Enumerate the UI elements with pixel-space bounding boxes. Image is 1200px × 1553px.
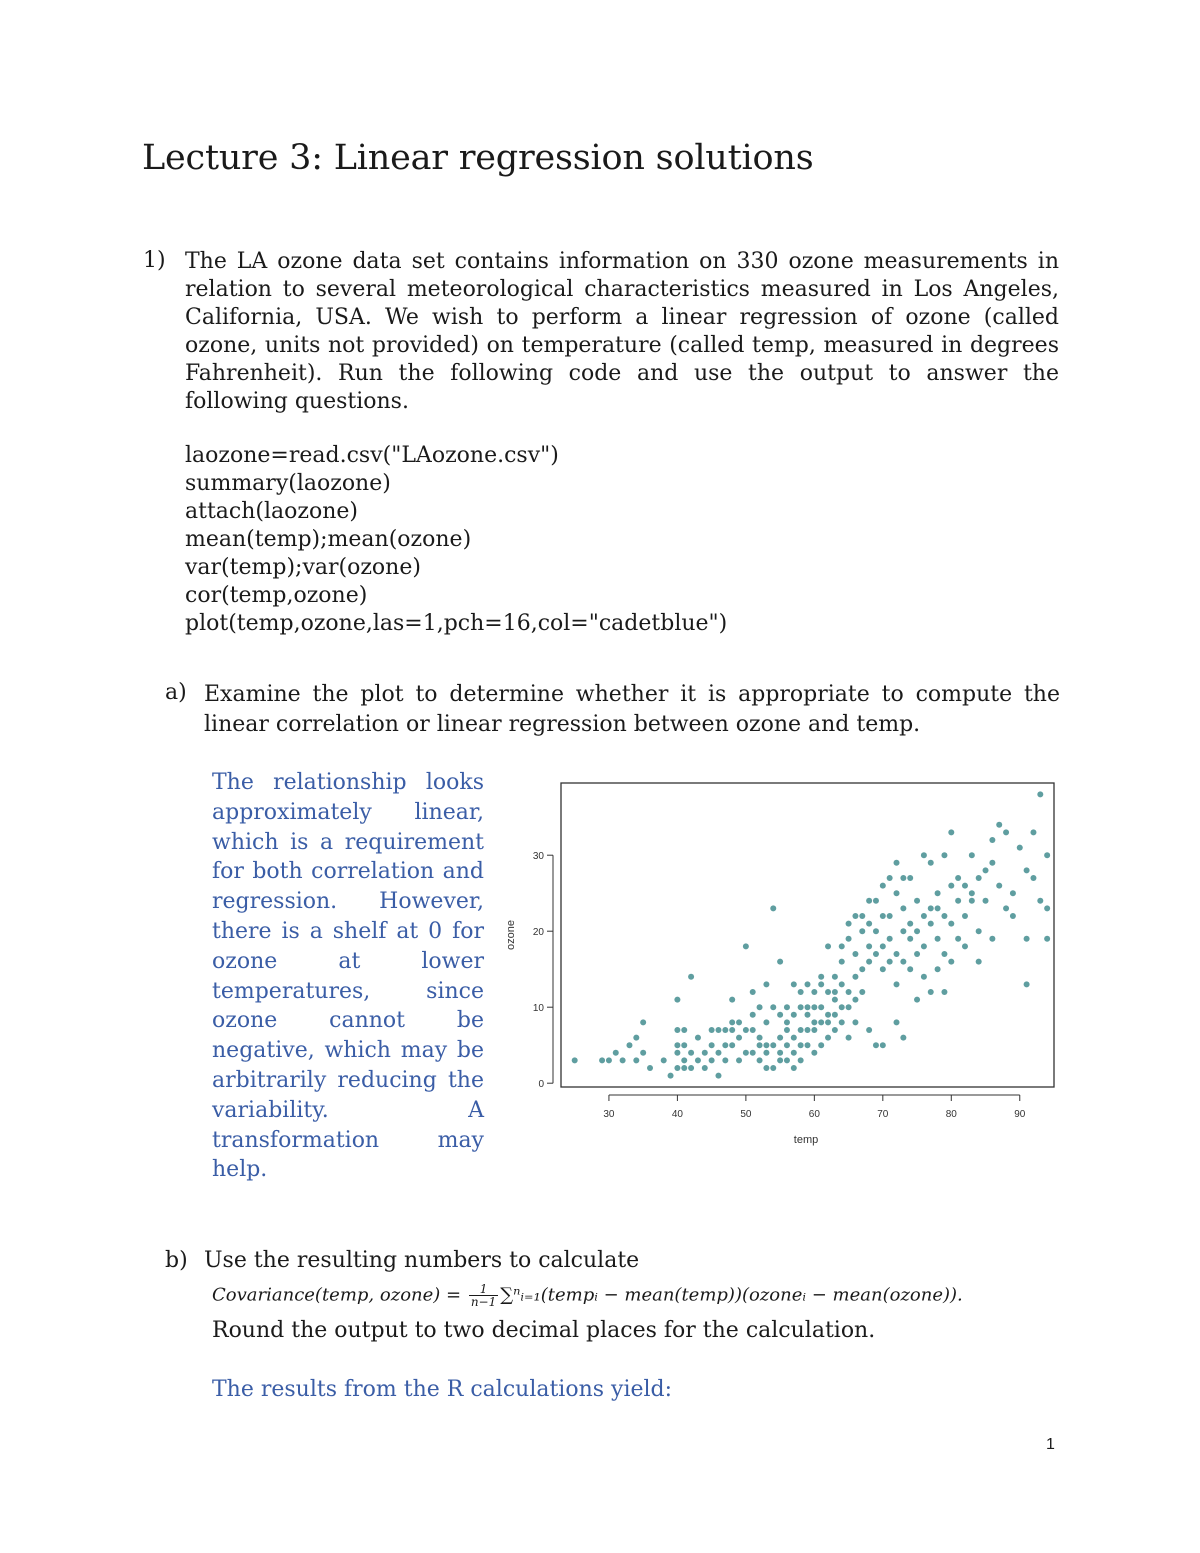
data-point [866,1027,872,1033]
data-point [887,959,893,965]
y-tick-label: 10 [532,1003,544,1015]
data-point [887,913,893,919]
data-point [1044,905,1050,911]
data-point [866,943,872,949]
code-line: summary(laozone) [185,471,391,496]
data-point [928,921,934,927]
x-tick-label: 90 [1014,1109,1026,1120]
data-point [757,1035,763,1041]
data-point [914,997,920,1003]
data-point [887,875,893,881]
data-point [859,913,865,919]
code-line: plot(temp,ozone,las=1,pch=16,col="cadetblue") [185,611,728,636]
data-point [722,1057,728,1063]
data-point [668,1073,674,1079]
data-point [763,1050,769,1056]
data-point [907,966,913,972]
data-point [729,997,735,1003]
data-point [921,852,927,858]
data-point [941,951,947,957]
data-point [839,959,845,965]
scatter-plot [500,775,1065,1155]
x-tick-label: 40 [671,1109,683,1120]
data-point [743,1050,749,1056]
data-point [852,974,858,980]
data-point [866,921,872,927]
data-point [880,966,886,972]
data-point [825,1012,831,1018]
data-point [825,1019,831,1025]
data-point [805,981,811,987]
data-point [996,822,1002,828]
data-point [798,1004,804,1010]
results-text: The results from the R calculations yield: [212,1377,673,1402]
x-tick-label: 70 [877,1109,889,1120]
data-point [695,1035,701,1041]
code-line: attach(laozone) [185,499,358,524]
data-point [839,943,845,949]
data-point [811,989,817,995]
data-point [880,1042,886,1048]
data-point [873,898,879,904]
part-b-label: b) [165,1248,188,1273]
data-point [784,1057,790,1063]
data-point [880,943,886,949]
data-point [784,1019,790,1025]
data-point [894,860,900,866]
data-point [743,1027,749,1033]
data-point [715,1050,721,1056]
data-point [818,1042,824,1048]
data-point [859,928,865,934]
data-point [825,943,831,949]
data-point [832,1027,838,1033]
data-point [976,928,982,934]
y-tick-label: 0 [538,1079,544,1091]
data-point [921,913,927,919]
data-point [859,989,865,995]
data-point [962,943,968,949]
data-point [846,936,852,942]
data-point [633,1057,639,1063]
formula-fraction [469,1283,498,1308]
data-point [674,997,680,1003]
data-point [736,1057,742,1063]
data-point [969,898,975,904]
data-point [633,1035,639,1041]
data-point [832,1012,838,1018]
data-point [729,1042,735,1048]
code-line: mean(temp);mean(ozone) [185,527,472,552]
data-point [757,1042,763,1048]
x-tick-label: 30 [603,1109,615,1120]
data-point [852,951,858,957]
data-point [763,1042,769,1048]
data-point [777,1057,783,1063]
data-point [832,997,838,1003]
data-point [770,1042,776,1048]
data-point [798,1042,804,1048]
data-point [681,1065,687,1071]
data-point [777,1035,783,1041]
data-point [928,905,934,911]
data-point [948,959,954,965]
data-point [777,1012,783,1018]
data-point [839,1004,845,1010]
data-point [935,890,941,896]
data-point [1037,791,1043,797]
data-point [894,981,900,987]
data-point [750,1027,756,1033]
data-point [900,928,906,934]
data-point [681,1057,687,1063]
data-point [777,1050,783,1056]
x-axis-label: temp [793,1134,819,1146]
data-point [900,1035,906,1041]
data-point [743,943,749,949]
data-point [859,966,865,972]
data-point [1024,936,1030,942]
data-point [866,959,872,965]
data-point [941,852,947,858]
data-point [695,1057,701,1063]
data-point [613,1050,619,1056]
data-point [839,981,845,987]
data-point [715,1027,721,1033]
data-point [852,1019,858,1025]
part-a-answer: The relationship looks approximately linear, which is a requirement for both correlation and regression. However, there is a shelf at 0 for ozone at lower temperatures, since ozone cannot be negative, which may be arbitrarily reducing the variability. A transformation may help. [212,770,484,1183]
code-line: laozone=read.csv("LAozone.csv") [185,443,559,468]
data-point [887,936,893,942]
part-a-label: a) [165,680,187,705]
data-point [914,951,920,957]
data-point [674,1065,680,1071]
data-point [852,913,858,919]
data-point [640,1019,646,1025]
data-point [921,974,927,980]
data-point [928,989,934,995]
data-point [757,1057,763,1063]
data-point [722,1027,728,1033]
data-point [784,1004,790,1010]
data-point [948,883,954,889]
data-point [846,921,852,927]
data-point [935,905,941,911]
data-point [976,875,982,881]
formula-left: Covariance(temp, ozone) = [212,1284,467,1306]
page-number: 1 [1046,1436,1055,1453]
data-point [798,1027,804,1033]
data-point [729,1027,735,1033]
data-point [846,989,852,995]
data-point [811,1050,817,1056]
data-point [935,936,941,942]
data-point [702,1065,708,1071]
data-point [805,1027,811,1033]
data-point [955,898,961,904]
data-point [1037,898,1043,904]
code-line: cor(temp,ozone) [185,583,368,608]
data-point [846,1035,852,1041]
data-point [798,1057,804,1063]
data-point [832,974,838,980]
data-point [640,1050,646,1056]
data-point [989,837,995,843]
data-point [873,928,879,934]
data-point [791,1065,797,1071]
data-point [715,1073,721,1079]
round-instruction: Round the output to two decimal places for the calculation. [212,1318,876,1343]
data-point [599,1057,605,1063]
data-point [811,1019,817,1025]
data-point [674,1050,680,1056]
x-tick-label: 60 [808,1109,820,1120]
data-point [989,936,995,942]
part-a-text: Examine the plot to determine whether it is appropriate to compute the linear correlation or linear regression between ozone and temp. [204,682,1060,737]
data-point [681,1042,687,1048]
data-point [626,1042,632,1048]
data-point [784,1027,790,1033]
data-point [763,1065,769,1071]
data-point [983,867,989,873]
data-point [900,875,906,881]
data-point [805,1042,811,1048]
data-point [709,1042,715,1048]
fraction-denominator: n−1 [470,1295,497,1309]
data-point [674,1042,680,1048]
data-point [996,883,1002,889]
data-point [620,1057,626,1063]
data-points [572,791,1050,1078]
data-point [914,898,920,904]
data-point [1030,829,1036,835]
data-point [791,1050,797,1056]
data-point [805,1012,811,1018]
code-line: var(temp);var(ozone) [185,555,421,580]
data-point [1003,905,1009,911]
data-point [750,989,756,995]
y-tick-label: 30 [532,851,544,863]
data-point [894,951,900,957]
data-point [1030,875,1036,881]
data-point [791,1035,797,1041]
data-point [907,936,913,942]
data-point [606,1057,612,1063]
data-point [941,913,947,919]
data-point [969,890,975,896]
data-point [1044,852,1050,858]
data-point [825,1035,831,1041]
data-point [770,1004,776,1010]
data-point [702,1050,708,1056]
data-point [894,1019,900,1025]
data-point [907,921,913,927]
data-point [1010,913,1016,919]
page-title: Lecture 3: Linear regression solutions [142,138,814,178]
data-point [941,989,947,995]
data-point [777,959,783,965]
data-point [805,1004,811,1010]
data-point [825,989,831,995]
data-point [709,1027,715,1033]
data-point [962,883,968,889]
data-point [763,981,769,987]
data-point [661,1057,667,1063]
data-point [873,951,879,957]
data-point [722,1042,728,1048]
formula-right: ∑ⁿᵢ₌₁(tempᵢ − mean(temp))(ozoneᵢ − mean(ozone)). [500,1284,963,1306]
data-point [873,1042,879,1048]
data-point [674,1027,680,1033]
data-point [818,1019,824,1025]
data-point [880,883,886,889]
data-point [791,1012,797,1018]
data-point [907,875,913,881]
data-point [818,981,824,987]
data-point [900,905,906,911]
data-point [880,913,886,919]
data-point [839,1019,845,1025]
data-point [1010,890,1016,896]
data-point [811,1004,817,1010]
x-axis [603,1095,1025,1120]
x-tick-label: 50 [740,1109,752,1120]
data-point [969,852,975,858]
data-point [770,1065,776,1071]
data-point [989,860,995,866]
data-point [955,875,961,881]
data-point [681,1027,687,1033]
data-point [770,905,776,911]
data-point [572,1057,578,1063]
data-point [866,898,872,904]
y-axis-label: ozone [505,920,517,950]
data-point [811,1027,817,1033]
data-point [818,974,824,980]
data-point [935,966,941,972]
data-point [1024,981,1030,987]
data-point [976,959,982,965]
data-point [914,928,920,934]
data-point [818,1004,824,1010]
y-axis [533,851,553,1090]
data-point [832,989,838,995]
data-point [688,974,694,980]
question-number: 1) [143,248,166,273]
data-point [1044,936,1050,942]
data-point [1017,845,1023,851]
data-point [928,860,934,866]
data-point [736,1035,742,1041]
plot-frame [561,783,1054,1087]
data-point [784,1042,790,1048]
covariance-formula [212,1283,963,1308]
data-point [921,943,927,949]
data-point [1003,829,1009,835]
data-point [750,1012,756,1018]
data-point [900,959,906,965]
fraction-numerator: 1 [469,1283,498,1296]
data-point [763,1019,769,1025]
part-b-text: Use the resulting numbers to calculate [204,1248,640,1273]
y-tick-label: 20 [532,927,544,939]
data-point [852,997,858,1003]
data-point [955,936,961,942]
data-point [798,989,804,995]
data-point [846,1004,852,1010]
data-point [757,1004,763,1010]
data-point [962,913,968,919]
data-point [688,1065,694,1071]
data-point [948,921,954,927]
data-point [750,1050,756,1056]
code-block [185,442,727,638]
data-point [983,898,989,904]
data-point [647,1065,653,1071]
data-point [736,1019,742,1025]
data-point [948,829,954,835]
data-point [729,1019,735,1025]
data-point [894,890,900,896]
x-tick-label: 80 [945,1109,957,1120]
data-point [688,1050,694,1056]
data-point [709,1057,715,1063]
data-point [791,981,797,987]
question-text: The LA ozone data set contains information on 330 ozone measurements in relation to several meteorological characteristics measured in Los Angeles, California, USA. We wish to perform a linear regression of ozone (called ozone, units not provided) on temperature (called temp, measured in degrees Fahrenheit). Run the following code and use the output to answer the following questions. [185,249,1059,414]
data-point [1024,867,1030,873]
